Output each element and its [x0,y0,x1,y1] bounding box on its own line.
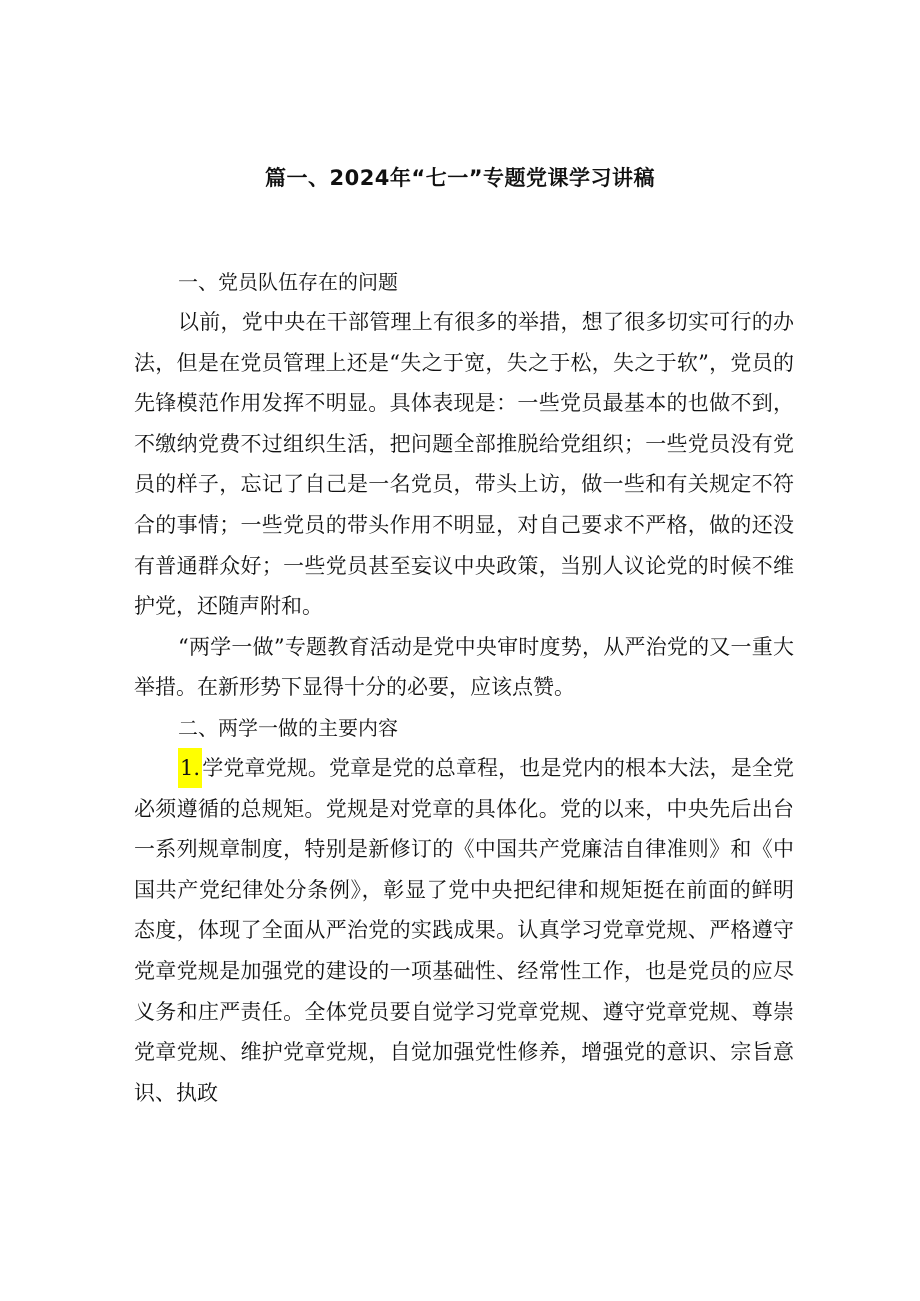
item-1-text: 学党章党规。党章是党的总章程，也是党内的根本大法，是全党必须遵循的总规矩。党规是对党章的具体化。党的以来，中央先后出台一系列规章制度，特别是新修订的《中国共产党廉洁自律准则》和《中国共产党纪律处分条例》，彰显了党中央把纪律和规矩挺在前面的鲜明态度，体现了全面从严治党的实践成果。认真学习党章党规、严格遵守党章党规是加强党的建设的一项基础性、经常性工作，也是党员的应尽义务和庄严责任。全体党员要自觉学习党章党规、遵守党章党规、尊崇党章党规、维护党章党规，自觉加强党性修养，增强党的意识、宗旨意识、执政 [134,755,794,1105]
document-body [134,262,794,1113]
section-1-paragraph-1: 以前，党中央在干部管理上有很多的举措，想了很多切实可行的办法，但是在党员管理上还是“失之于宽，失之于松，失之于软”，党员的先锋模范作用发挥不明显。具体表现是：一些党员最基本的也做不到，不缴纳党费不过组织生活，把问题全部推脱给党组织；一些党员没有党员的样子，忘记了自己是一名党员，带头上访，做一些和有关规定不符合的事情；一些党员的带头作用不明显，对自己要求不严格，做的还没有普通群众好；一些党员甚至妄议中央政策，当别人议论党的时候不维护党，还随声附和。 [134,310,794,619]
section-heading-2: 二、两学一做的主要内容 [178,715,398,740]
section-heading-1: 一、党员队伍存在的问题 [178,270,398,294]
item-number-highlight: 1. [178,748,202,788]
section-1-paragraph-2: “两学一做”专题教育活动是党中央审时度势，从严治党的又一重大举措。在新形势下显得十分的必要，应该点赞。 [134,634,794,700]
document-title: 篇一、2024年“七一”专题党课学习讲稿 [264,166,656,190]
section-2-item-1 [134,748,794,1113]
